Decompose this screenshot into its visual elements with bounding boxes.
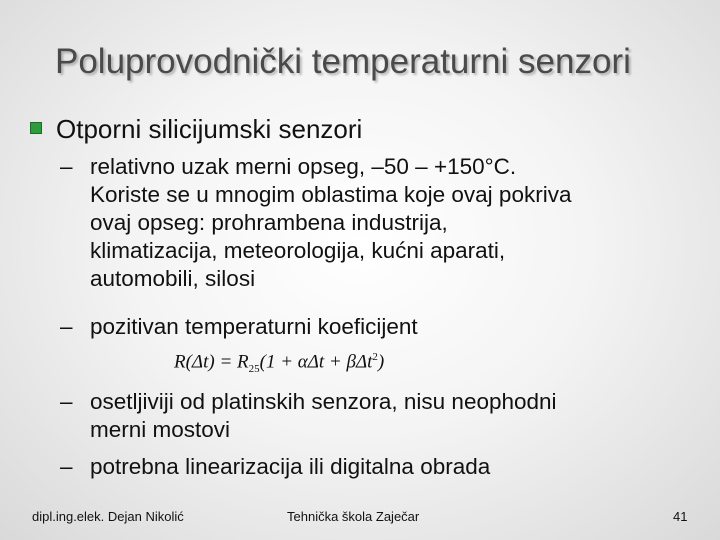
slide-title: Poluprovodnički temperaturni senzori [55, 42, 631, 81]
dash-icon: – [60, 314, 73, 339]
main-bullet-text: Otporni silicijumski senzori [56, 114, 363, 144]
formula-superscript: 2 [372, 351, 378, 363]
footer-school: Tehnička škola Zaječar [287, 509, 420, 524]
formula-subscript: 25 [248, 363, 260, 376]
resistance-formula [174, 351, 384, 375]
sub-item-line: klimatizacija, meteorologija, kućni aparati, [90, 238, 506, 263]
formula-lhs: R(Δt) = R [174, 351, 249, 373]
slide-number: 41 [673, 509, 688, 524]
sub-item-line [60, 453, 700, 481]
sub-item-sensitivity [60, 388, 700, 444]
sub-item-line: Koriste se u mnogim oblastima koje ovaj pokriva [90, 182, 572, 207]
dash-icon: – [60, 389, 73, 414]
formula-end: ) [377, 351, 385, 373]
dash-icon: – [60, 454, 73, 479]
sub-item-range [60, 153, 700, 293]
sub-item-line [60, 153, 700, 181]
sub-item-text: potrebna linearizacija ili digitalna obrada [90, 454, 491, 479]
sub-item-coefficient [60, 313, 700, 341]
sub-item-text: pozitivan temperaturni koeficijent [90, 314, 418, 339]
sub-item-text: osetljiviji od platinskih senzora, nisu neophodni [90, 389, 557, 414]
sub-item-line [60, 313, 700, 341]
sub-item-linearization [60, 453, 700, 481]
formula-rhs: (1 + αΔt + βΔt [259, 351, 373, 373]
sub-item-line [60, 388, 700, 416]
main-bullet [30, 114, 362, 145]
footer-author: dipl.ing.elek. Dejan Nikolić [32, 509, 184, 524]
square-bullet-icon [30, 122, 42, 134]
sub-item-line: merni mostovi [90, 417, 231, 442]
sub-item-line: automobili, silosi [90, 266, 256, 291]
sub-item-line: ovaj opseg: prohrambena industrija, [90, 210, 448, 235]
sub-item-text: relativno uzak merni opseg, –50 – +150°C. [90, 154, 517, 179]
dash-icon: – [60, 154, 73, 179]
